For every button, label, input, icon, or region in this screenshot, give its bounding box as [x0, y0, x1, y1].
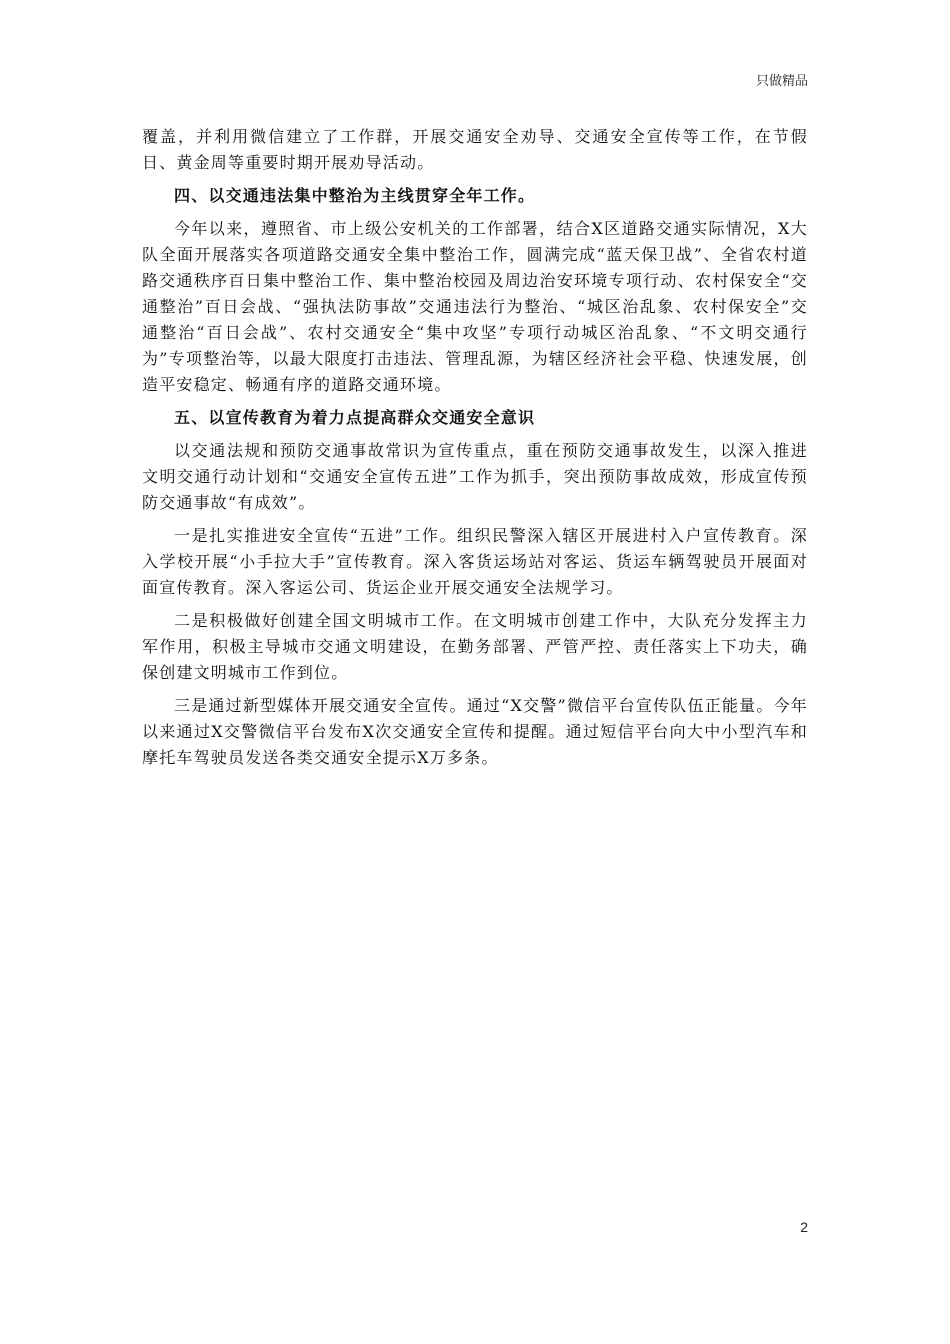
header-label: 只做精品 — [755, 74, 808, 89]
paragraph-item-three: 三是通过新型媒体开展交通安全宣传。通过“X交警”微信平台宣传队伍正能量。今年以来通过X交警微信平台发布X次交通安全宣传和提醒。通过短信平台向大中小型汽车和摩托车驾驶员发送各类交通安全提示X万多条。 — [142, 696, 808, 767]
document-body — [142, 124, 808, 778]
paragraph-item-one: 一是扎实推进安全宣传“五进”工作。组织民警深入辖区开展进村入户宣传教育。深入学校开展“小手拉大手”宣传教育。深入客货运场站对客运、货运车辆驾驶员开展面对面宣传教育。深入客运公司、货运企业开展交通安全法规学习。 — [142, 526, 808, 597]
paragraph-item-two: 二是积极做好创建全国文明城市工作。在文明城市创建工作中，大队充分发挥主力军作用，积极主导城市交通文明建设，在勤务部署、严管严控、责任落实上下功夫，确保创建文明城市工作到位。 — [142, 611, 808, 682]
paragraph-section-four: 今年以来，遵照省、市上级公安机关的工作部署，结合X区道路交通实际情况，X大队全面开展落实各项道路交通安全集中整治工作，圆满完成“蓝天保卫战”、全省农村道路交通秩序百日集中整治工作、集中整治校园及周边治安环境专项行动、农村保安全“交通整治”百日会战、“强执法防事故”交通违法行为整治、“城区治乱象、农村保安全”交通整治“百日会战”、农村交通安全“集中攻坚”专项行动城区治乱象、“不文明交通行为”专项整治等，以最大限度打击违法、管理乱源，为辖区经济社会平稳、快速发展，创造平安稳定、畅通有序的道路交通环境。 — [142, 219, 808, 394]
section-heading-four: 四、以交通违法集中整治为主线贯穿全年工作。 — [174, 186, 536, 205]
paragraph-continuation: 覆盖，并利用微信建立了工作群，开展交通安全劝导、交通安全宣传等工作，在节假日、黄金周等重要时期开展劝导活动。 — [142, 127, 808, 172]
section-heading-five: 五、以宣传教育为着力点提高群众交通安全意识 — [174, 408, 536, 427]
paragraph-section-five-intro: 以交通法规和预防交通事故常识为宣传重点，重在预防交通事故发生，以深入推进文明交通行动计划和“交通安全宣传五进”工作为抓手，突出预防事故成效，形成宣传预防交通事故“有成效”。 — [142, 441, 808, 512]
page-number: 2 — [800, 1219, 808, 1235]
